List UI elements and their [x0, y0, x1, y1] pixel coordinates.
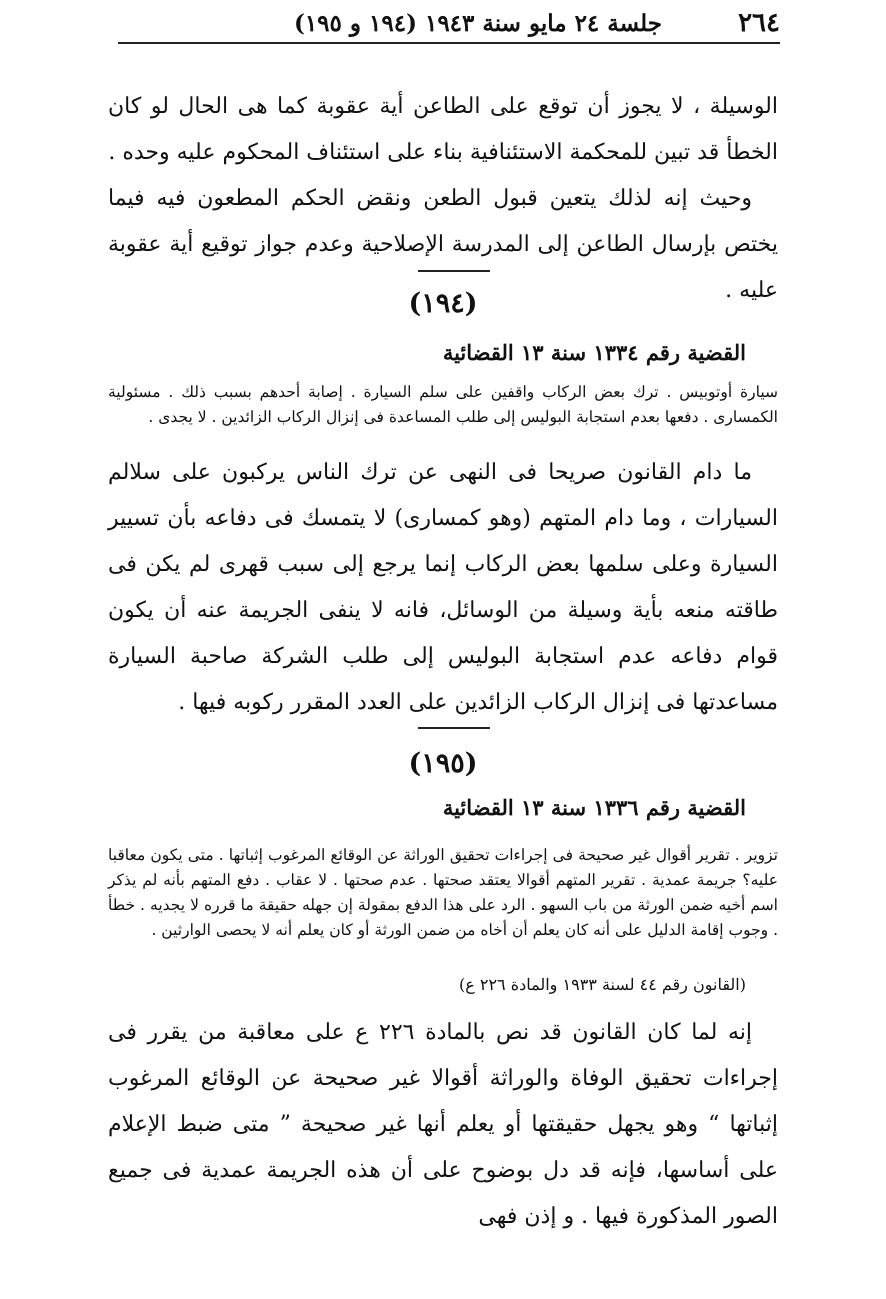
- case-body-195: إنه لما كان القانون قد نص بالمادة ٢٢٦ ع على معاقبة من يقرر فى إجراءات تحقيق الوفاة والوراثة أقوالا غير صحيحة عن الوقائع المرغوب إثباتها “ وهو يجهل حقيقتها أو يعلم أنها غير صحيحة ” متى ضبط الإعلام على أساسها، فإنه قد دل بوضوح على أن هذه الجريمة عمدية فى جميع الصور المذكورة فيها . و إذن فهى: [108, 1020, 778, 1229]
- case-summary-194: سيارة أوتوبيس . ترك بعض الركاب واقفين على سلم السيارة . إصابة أحدهم بسبب ذلك . مسئولية الكمسارى . دفعها بعدم استجابة البوليس إلى طلب المساعدة فى إنزال الركاب الزائدين . لا يجدى .: [108, 383, 778, 426]
- ruling-paragraph: وحيث إنه لذلك يتعين قبول الطعن ونقض الحكم المطعون فيه فيما يختص بإرسال الطاعن إلى المدرسة الإصلاحية وعدم جواز توقيع أية عقوبة عليه .: [108, 186, 778, 303]
- case-body-194: ما دام القانون صريحا فى النهى عن ترك الناس يركبون على سلالم السيارات ، وما دام المتهم (وهو كمسارى) لا يتمسك فى دفاعه بأن تسيير السيارة وعلى سلمها بعض الركاب إنما يرجع إلى سبب قهرى لم يكن فى طاقته منعه بأية وسيلة من الوسائل، فانه لا ينفى الجريمة عنه أن يكون قوام دفاعه عدم استجابة البوليس إلى طلب الشركة صاحبة السيارة مساعدتها فى إنزال الركاب الزائدين على العدد المقرر ركوبه فيها .: [108, 460, 778, 715]
- case-number-195: (١٩٥): [408, 748, 478, 779]
- case-title-194: القضية رقم ١٣٣٤ سنة ١٣ القضائية: [442, 340, 746, 365]
- section-divider: [418, 270, 490, 272]
- law-reference: (القانون رقم ٤٤ لسنة ١٩٣٣ والمادة ٢٢٦ ع): [458, 975, 746, 994]
- continuation-paragraph: الوسيلة ، لا يجوز أن توقع على الطاعن أية عقوبة كما هى الحال لو كان الخطأ قد تبين للمحكمة الاستئنافية بناء على استئناف المحكوم عليه وحده .: [108, 94, 778, 165]
- section-divider: [418, 727, 490, 729]
- page-number: ٢٦٤: [738, 8, 780, 38]
- case-title-195: القضية رقم ١٣٣٦ سنة ١٣ القضائية: [442, 795, 746, 820]
- running-head: جلسة ٢٤ مايو سنة ١٩٤٣ (١٩٤ و ١٩٥): [293, 10, 662, 37]
- case-number-194: (١٩٤): [408, 288, 478, 319]
- page-header: [118, 6, 780, 44]
- case-summary-195: تزوير . تقرير أقوال غير صحيحة فى إجراءات تحقيق الوراثة عن الوقائع المرغوب إثباتها . متى يكون معاقبا عليه؟ جريمة عمدية . تقرير المتهم أقوالا يعتقد صحتها . عدم صحتها . لا عقاب . دفع المتهم بأنه لم يذكر اسم أخيه ضمن الورثة من باب السهو . الرد على هذا الدفع بمقولة إن جهله حقيقة ما قرره لا يجديه . خطأ . وجوب إقامة الدليل على أنه كان يعلم أن أخاه من ضمن الورثة أو كان يعلم أنه لا يحصى الوارثين .: [108, 846, 778, 939]
